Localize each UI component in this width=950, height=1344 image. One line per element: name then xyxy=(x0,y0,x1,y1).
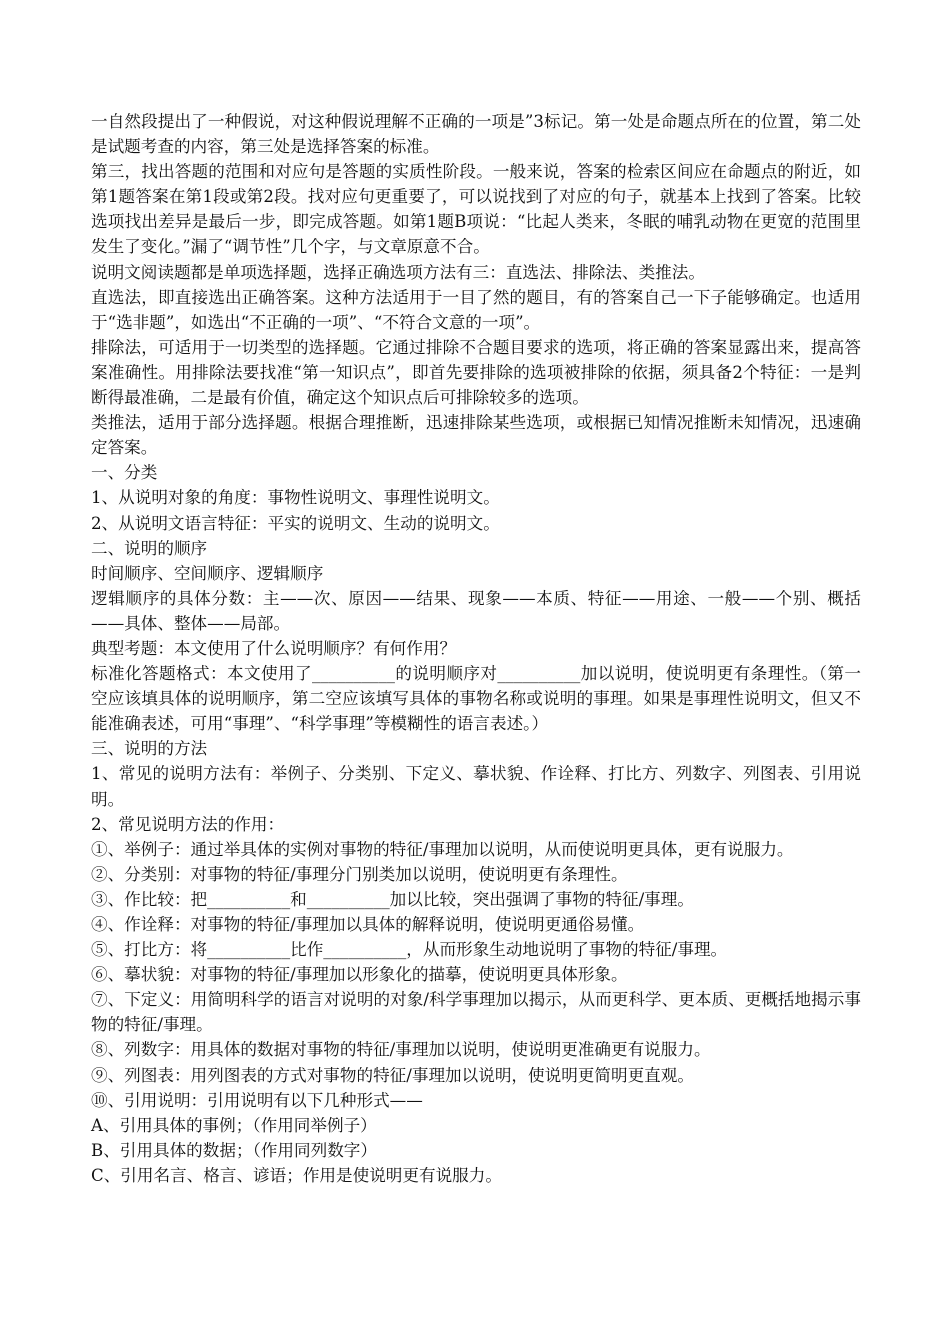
quote-form-c: C、引用名言、格言、谚语；作用是使说明更有说服力。 xyxy=(91,1165,502,1185)
list-item-method-effects: 2、常见说明方法的作用： xyxy=(91,814,285,834)
paragraph-order-types: 时间顺序、空间顺序、逻辑顺序 xyxy=(91,563,324,583)
method-numbers: ⑧、列数字：用具体的数据对事物的特征/事理加以说明，使说明更准确更有说服力。 xyxy=(91,1040,711,1060)
list-item-language-feature: 2、从说明文语言特征：平实的说明文、生动的说明文。 xyxy=(91,513,500,533)
method-define: ⑦、下定义：用简明科学的语言对说明的对象/科学事理加以揭示，从而更科学、更本质、更概括地揭示事物的特征/事理。 xyxy=(91,990,861,1035)
method-analogy: ⑤、打比方：将__________比作__________，从而形象生动地说明了事物的特征/事理。 xyxy=(91,940,728,960)
list-item-object-angle: 1、从说明对象的角度：事物性说明文、事理性说明文。 xyxy=(91,488,500,508)
quote-form-a: A、引用具体的事例；（作用同举例子） xyxy=(91,1115,377,1135)
paragraph-elimination-method: 排除法，可适用于一切类型的选择题。它通过排除不合题目要求的选项，将正确的答案显露出来，提高答案准确性。用排除法要找准“第一知识点”，即首先要排除的选项被排除的依据，须具备2个特征：一是判断得最准确，二是最有价值，确定这个知识点后可排除较多的选项。 xyxy=(91,337,861,408)
method-charts: ⑨、列图表：用列图表的方式对事物的特征/事理加以说明，使说明更简明更直观。 xyxy=(91,1065,694,1085)
heading-explanation-order: 二、说明的顺序 xyxy=(91,538,208,558)
paragraph-typical-question: 典型考题：本文使用了什么说明顺序？有何作用？ xyxy=(91,638,457,658)
paragraph-answer-format: 标准化答题格式：本文使用了__________的说明顺序对__________加以说明，使说明更有条理性。（第一空应该填具体的说明顺序，第二空应该填写具体的事物名称或说明的事理。如果是事理性说明文，但又不能准确表述，可用“事理”、“科学事理”等模糊性的语言表述。） xyxy=(91,664,861,734)
paragraph-choice-methods: 说明文阅读题都是单项选择题，选择正确选项方法有三：直选法、排除法、类推法。 xyxy=(91,262,705,282)
heading-explanation-methods: 三、说明的方法 xyxy=(91,739,208,759)
list-item-common-methods: 1、常见的说明方法有：举例子、分类别、下定义、摹状貌、作诠释、打比方、列数字、列图表、引用说明。 xyxy=(91,764,861,809)
heading-classification: 一、分类 xyxy=(91,463,158,483)
paragraph-hypothesis-marks: 一自然段提出了一种假说，对这种假说理解不正确的一项是”3标记。第一处是命题点所在的位置，第二处是试题考查的内容，第三处是选择答案的标准。 xyxy=(91,112,861,157)
method-classify: ②、分类别：对事物的特征/事理分门别类加以说明，使说明更有条理性。 xyxy=(91,864,628,884)
method-quote: ⑩、引用说明：引用说明有以下几种形式—— xyxy=(91,1090,423,1110)
method-compare: ③、作比较：把__________和__________加以比较，突出强调了事物的特征/事理。 xyxy=(91,889,694,909)
paragraph-step-three: 第三，找出答题的范围和对应句是答题的实质性阶段。一般来说，答案的检索区间应在命题点的附近，如第1题答案在第1段或第2段。找对应句更重要了，可以说找到了对应的句子，就基本上找到了答案。比较选项找出差异是最后一步，即完成答题。如第1题B项说：“比起人类来，冬眠的哺乳动物在更宽的范围里发生了变化。”漏了“调节性”几个字，与文章原意不合。 xyxy=(91,162,861,257)
paragraph-analogy-method: 类推法，适用于部分选择题。根据合理推断，迅速排除某些选项，或根据已知情况推断未知情况，迅速确定答案。 xyxy=(91,413,861,458)
paragraph-logical-order: 逻辑顺序的具体分数：主——次、原因——结果、现象——本质、特征——用途、一般——个别、概括——具体、整体——局部。 xyxy=(91,588,861,633)
quote-form-b: B、引用具体的数据；（作用同列数字） xyxy=(91,1140,377,1160)
paragraph-direct-method: 直选法，即直接选出正确答案。这种方法适用于一目了然的题目，有的答案自己一下子能够确定。也适用于“选非题”，如选出“不正确的一项”、“不符合文意的一项”。 xyxy=(91,287,861,332)
method-example: ①、举例子：通过举具体的实例对事物的特征/事理加以说明，从而使说明更具体，更有说服力。 xyxy=(91,839,794,859)
method-interpret: ④、作诠释：对事物的特征/事理加以具体的解释说明，使说明更通俗易懂。 xyxy=(91,915,645,934)
document-body xyxy=(91,109,861,1188)
method-describe: ⑥、摹状貌：对事物的特征/事理加以形象化的描摹，使说明更具体形象。 xyxy=(91,965,628,985)
